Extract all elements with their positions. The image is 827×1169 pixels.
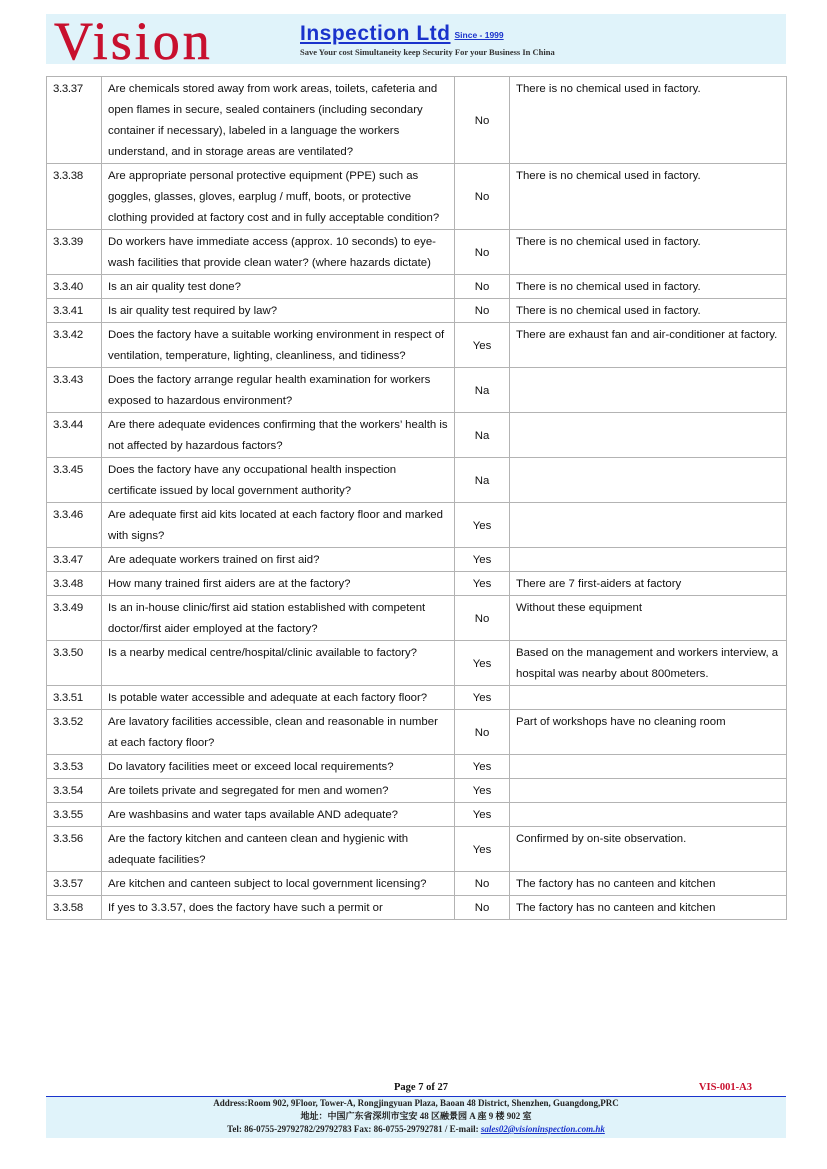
- item-number: 3.3.37: [47, 77, 102, 164]
- table-row: [47, 323, 787, 368]
- question-text: Are the factory kitchen and canteen clean and hygienic with adequate facilities?: [102, 827, 455, 872]
- table-row: [47, 503, 787, 548]
- answer-value: Yes: [455, 755, 510, 779]
- table-row: [47, 230, 787, 275]
- table-row: [47, 755, 787, 779]
- question-text: Does the factory have a suitable working environment in respect of ventilation, temperature, lighting, cleanliness, and tidiness?: [102, 323, 455, 368]
- table-row: [47, 779, 787, 803]
- question-text: Are lavatory facilities accessible, clean and reasonable in number at each factory floor?: [102, 710, 455, 755]
- table-row: [47, 596, 787, 641]
- item-number: 3.3.52: [47, 710, 102, 755]
- item-number: 3.3.56: [47, 827, 102, 872]
- item-number: 3.3.38: [47, 164, 102, 230]
- remark-text: There is no chemical used in factory.: [510, 77, 787, 164]
- question-text: Are toilets private and segregated for men and women?: [102, 779, 455, 803]
- remark-text: There are exhaust fan and air-conditioner at factory.: [510, 323, 787, 368]
- table-row: [47, 896, 787, 920]
- item-number: 3.3.47: [47, 548, 102, 572]
- question-text: Are appropriate personal protective equipment (PPE) such as goggles, glasses, gloves, earplug / muff, boots, or protective clothing provided at factory cost and in fully acceptable condition?: [102, 164, 455, 230]
- item-number: 3.3.44: [47, 413, 102, 458]
- table-row: [47, 368, 787, 413]
- answer-value: Na: [455, 368, 510, 413]
- answer-value: Yes: [455, 323, 510, 368]
- letterhead: [46, 11, 786, 71]
- question-text: Is a nearby medical centre/hospital/clinic available to factory?: [102, 641, 455, 686]
- remark-text: [510, 686, 787, 710]
- item-number: 3.3.42: [47, 323, 102, 368]
- question-text: How many trained first aiders are at the factory?: [102, 572, 455, 596]
- item-number: 3.3.40: [47, 275, 102, 299]
- item-number: 3.3.54: [47, 779, 102, 803]
- remark-text: [510, 413, 787, 458]
- remark-text: There is no chemical used in factory.: [510, 164, 787, 230]
- remark-text: [510, 548, 787, 572]
- footer-contact: [46, 1097, 786, 1138]
- answer-value: No: [455, 896, 510, 920]
- table-row: [47, 872, 787, 896]
- remark-text: [510, 458, 787, 503]
- answer-value: Yes: [455, 572, 510, 596]
- question-text: Is air quality test required by law?: [102, 299, 455, 323]
- question-text: Are adequate workers trained on first aid?: [102, 548, 455, 572]
- question-text: Are kitchen and canteen subject to local government licensing?: [102, 872, 455, 896]
- phone-fax: Tel: 86-0755-29792782/29792783 Fax: 86-0755-29792781 / E-mail:: [227, 1124, 481, 1134]
- company-tagline: Save Your cost Simultaneity keep Security For your Business In China: [300, 47, 555, 57]
- answer-value: No: [455, 164, 510, 230]
- table-row: [47, 77, 787, 164]
- remark-text: There is no chemical used in factory.: [510, 230, 787, 275]
- remark-text: There is no chemical used in factory.: [510, 299, 787, 323]
- item-number: 3.3.57: [47, 872, 102, 896]
- answer-value: No: [455, 230, 510, 275]
- item-number: 3.3.51: [47, 686, 102, 710]
- question-text: Do lavatory facilities meet or exceed local requirements?: [102, 755, 455, 779]
- question-text: Does the factory arrange regular health examination for workers exposed to hazardous environment?: [102, 368, 455, 413]
- item-number: 3.3.46: [47, 503, 102, 548]
- answer-value: No: [455, 275, 510, 299]
- company-name: Inspection Ltd: [300, 22, 451, 45]
- remark-text: Confirmed by on-site observation.: [510, 827, 787, 872]
- table-row: [47, 299, 787, 323]
- table-row: [47, 548, 787, 572]
- answer-value: Yes: [455, 548, 510, 572]
- item-number: 3.3.39: [47, 230, 102, 275]
- remark-text: Part of workshops have no cleaning room: [510, 710, 787, 755]
- item-number: 3.3.48: [47, 572, 102, 596]
- question-text: Does the factory have any occupational health inspection certificate issued by local government authority?: [102, 458, 455, 503]
- answer-value: Yes: [455, 503, 510, 548]
- answer-value: Na: [455, 413, 510, 458]
- since-label: Since - 1999: [454, 30, 504, 40]
- remark-text: The factory has no canteen and kitchen: [510, 896, 787, 920]
- item-number: 3.3.45: [47, 458, 102, 503]
- answer-value: Yes: [455, 779, 510, 803]
- answer-value: No: [455, 710, 510, 755]
- table-row: [47, 641, 787, 686]
- question-text: Are adequate first aid kits located at each factory floor and marked with signs?: [102, 503, 455, 548]
- question-text: Are there adequate evidences confirming that the workers’ health is not affected by hazardous factors?: [102, 413, 455, 458]
- document-code: VIS-001-A3: [698, 1082, 752, 1093]
- page-number: Page 7 of 27: [394, 1082, 448, 1093]
- table-row: [47, 686, 787, 710]
- address-chinese: 地址：中国广东省深圳市宝安 48 区融景园 A 座 9 楼 902 室: [300, 1111, 532, 1121]
- item-number: 3.3.50: [47, 641, 102, 686]
- remark-text: There are 7 first-aiders at factory: [510, 572, 787, 596]
- table-row: [47, 164, 787, 230]
- item-number: 3.3.43: [47, 368, 102, 413]
- remark-text: [510, 803, 787, 827]
- remark-text: Based on the management and workers interview, a hospital was nearby about 800meters.: [510, 641, 787, 686]
- item-number: 3.3.49: [47, 596, 102, 641]
- remark-text: [510, 779, 787, 803]
- item-number: 3.3.53: [47, 755, 102, 779]
- answer-value: Yes: [455, 827, 510, 872]
- page-info-bar: [46, 1082, 786, 1097]
- contact-line: [46, 1123, 786, 1136]
- answer-value: Yes: [455, 803, 510, 827]
- question-text: Are washbasins and water taps available AND adequate?: [102, 803, 455, 827]
- table-row: [47, 572, 787, 596]
- table-row: [47, 827, 787, 872]
- address-english: Address:Room 902, 9Floor, Tower-A, Rongjingyuan Plaza, Baoan 48 District, Shenzhen, Guangdong,PRC: [213, 1098, 619, 1108]
- question-text: Is an in-house clinic/first aid station established with competent doctor/first aider employed at the factory?: [102, 596, 455, 641]
- answer-value: Yes: [455, 641, 510, 686]
- email-link[interactable]: sales02@visioninspection.com.hk: [480, 1124, 605, 1134]
- question-text: Is an air quality test done?: [102, 275, 455, 299]
- item-number: 3.3.55: [47, 803, 102, 827]
- remark-text: [510, 368, 787, 413]
- company-logo: Vision: [54, 11, 213, 71]
- answer-value: No: [455, 299, 510, 323]
- remark-text: [510, 755, 787, 779]
- answer-value: No: [455, 596, 510, 641]
- question-text: Is potable water accessible and adequate at each factory floor?: [102, 686, 455, 710]
- answer-value: Yes: [455, 686, 510, 710]
- audit-checklist-table: [46, 76, 787, 920]
- table-row: [47, 275, 787, 299]
- item-number: 3.3.41: [47, 299, 102, 323]
- table-row: [47, 458, 787, 503]
- question-text: Do workers have immediate access (approx. 10 seconds) to eye-wash facilities that provide clean water? (where hazards dictate): [102, 230, 455, 275]
- question-text: If yes to 3.3.57, does the factory have such a permit or: [102, 896, 455, 920]
- remark-text: [510, 503, 787, 548]
- question-text: Are chemicals stored away from work areas, toilets, cafeteria and open flames in secure, sealed containers (including secondary container if necessary), labeled in a language the workers understand, and in storage areas are ventilated?: [102, 77, 455, 164]
- remark-text: There is no chemical used in factory.: [510, 275, 787, 299]
- answer-value: No: [455, 77, 510, 164]
- remark-text: The factory has no canteen and kitchen: [510, 872, 787, 896]
- brand-block: [300, 22, 555, 57]
- answer-value: No: [455, 872, 510, 896]
- answer-value: Na: [455, 458, 510, 503]
- item-number: 3.3.58: [47, 896, 102, 920]
- table-row: [47, 803, 787, 827]
- remark-text: Without these equipment: [510, 596, 787, 641]
- table-row: [47, 413, 787, 458]
- table-row: [47, 710, 787, 755]
